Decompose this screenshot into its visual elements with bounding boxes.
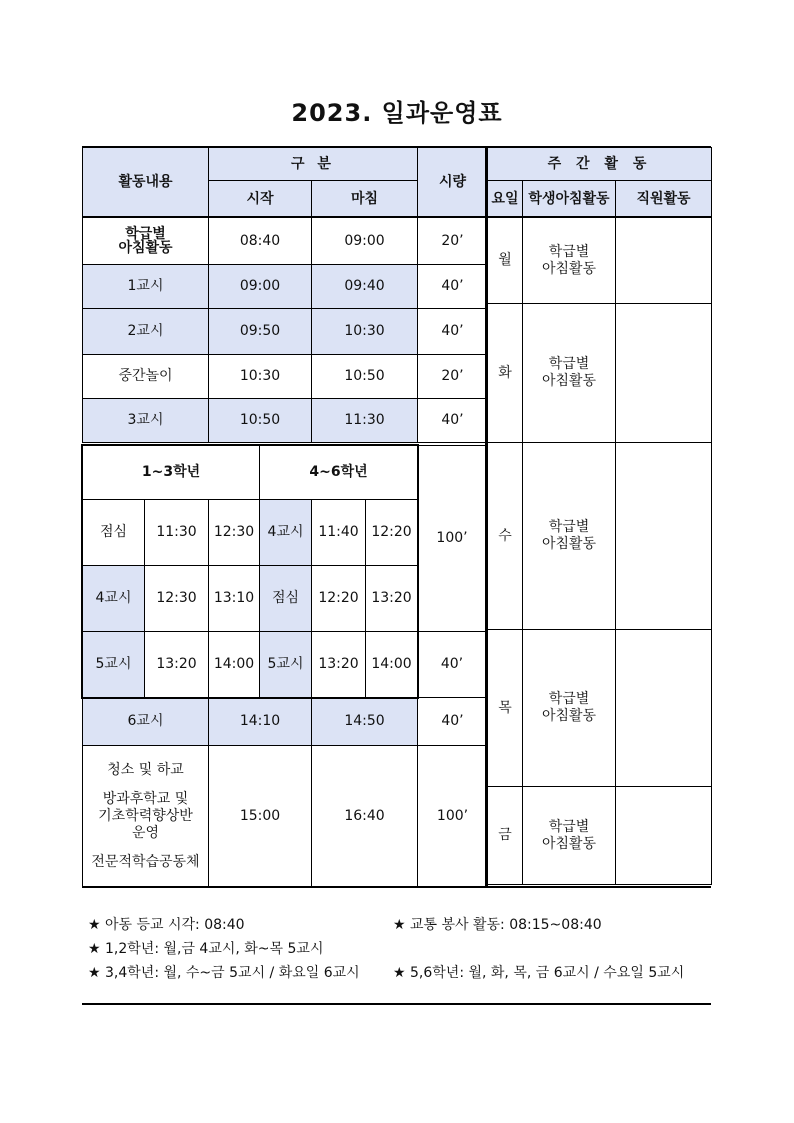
duration: 40’: [418, 698, 488, 746]
upper-activity: 5교시: [260, 632, 312, 698]
end-time: 14:50: [312, 698, 418, 746]
lower-end: 12:30: [209, 500, 260, 566]
table-row: [83, 309, 488, 355]
schedule-table-top: [82, 147, 488, 443]
table-row: [488, 218, 712, 304]
day-cell: 금: [488, 787, 523, 885]
table-row: [488, 304, 712, 443]
grade-split-table: [82, 445, 418, 698]
student-activity: 학급별 아침활동: [523, 443, 616, 630]
student-activity: 학급별 아침활동: [523, 787, 616, 885]
activity-cell: 중간놀이: [83, 355, 209, 399]
upper-start: 11:40: [312, 500, 366, 566]
activity-cell: 6교시: [83, 698, 209, 746]
lower-activity: 4교시: [83, 566, 145, 632]
start-time: 10:50: [209, 399, 312, 443]
lower-start: 13:20: [145, 632, 209, 698]
upper-grades-label: 4~6학년: [260, 446, 418, 500]
table-row: [488, 787, 712, 885]
student-activity: 학급별 아침활동: [523, 304, 616, 443]
page-title: 2023. 일과운영표: [291, 99, 503, 127]
day-cell: 수: [488, 443, 523, 630]
header-staff: 직원활동: [616, 181, 712, 218]
upper-start: 12:20: [312, 566, 366, 632]
day-cell: 목: [488, 630, 523, 787]
table-row: [83, 355, 488, 399]
end-time: 11:30: [312, 399, 418, 443]
upper-activity: 4교시: [260, 500, 312, 566]
upper-activity: 점심: [260, 566, 312, 632]
header-weekly: 주 간 활 동: [488, 148, 712, 181]
table-top-border: [82, 146, 711, 148]
note-traffic: ★ 교통 봉사 활동: 08:15~08:40: [393, 917, 602, 933]
upper-end: 13:20: [366, 566, 418, 632]
end-time: 09:40: [312, 265, 418, 309]
table-row: [488, 630, 712, 787]
end-time: 09:00: [312, 218, 418, 265]
duration: 100’: [418, 446, 487, 632]
lower-activity: 점심: [83, 500, 145, 566]
header-bottom-border: [82, 216, 711, 218]
upper-end: 14:00: [366, 632, 418, 698]
start-time: 08:40: [209, 218, 312, 265]
start-time: 14:10: [209, 698, 312, 746]
header-group: 구 분: [209, 148, 418, 181]
lower-end: 13:10: [209, 566, 260, 632]
day-cell: 화: [488, 304, 523, 443]
student-activity: 학급별 아침활동: [523, 630, 616, 787]
table-row: [83, 500, 418, 566]
duration: 40’: [418, 309, 488, 355]
table-row: [83, 632, 418, 698]
header-activity: 활동내용: [83, 148, 209, 218]
table-row: [83, 746, 488, 888]
upper-start: 13:20: [312, 632, 366, 698]
duration: 40’: [418, 399, 488, 443]
duration: 20’: [418, 218, 488, 265]
note-grades-56: ★ 5,6학년: 월, 화, 목, 금 6교시 / 수요일 5교시: [393, 965, 685, 981]
activity-cell: 청소 및 하교 방과후학교 및 기초학력향상반 운영 전문적학습공동체: [83, 746, 209, 888]
table-row: [83, 698, 488, 746]
lower-activity: 5교시: [83, 632, 145, 698]
staff-activity: [616, 304, 712, 443]
start-time: 09:50: [209, 309, 312, 355]
duration: 100’: [418, 746, 488, 888]
end-time: 16:40: [312, 746, 418, 888]
table-row: [488, 443, 712, 630]
duration: 40’: [418, 265, 488, 309]
student-activity: 학급별 아침활동: [523, 218, 616, 304]
lower-end: 14:00: [209, 632, 260, 698]
activity-cell: 3교시: [83, 399, 209, 443]
header-start: 시작: [209, 181, 312, 218]
header-student: 학생아침활동: [523, 181, 616, 218]
note-arrival: ★ 아동 등교 시각: 08:40: [88, 917, 245, 933]
start-time: 15:00: [209, 746, 312, 888]
activity-cell: 2교시: [83, 309, 209, 355]
table-row: [83, 566, 418, 632]
end-time: 10:30: [312, 309, 418, 355]
weekly-activity-table: [487, 147, 712, 885]
lower-start: 11:30: [145, 500, 209, 566]
start-time: 10:30: [209, 355, 312, 399]
activity-cell: 1교시: [83, 265, 209, 309]
footer-rule: [82, 1003, 711, 1005]
table-row: [83, 399, 488, 443]
end-time: 10:50: [312, 355, 418, 399]
header-day: 요일: [488, 181, 523, 218]
day-cell: 월: [488, 218, 523, 304]
staff-activity: [616, 218, 712, 304]
note-grades-34: ★ 3,4학년: 월, 수~금 5교시 / 화요일 6교시: [88, 965, 360, 981]
duration: 20’: [418, 355, 488, 399]
table-row: [83, 265, 488, 309]
grade-duration-column: [417, 445, 487, 698]
staff-activity: [616, 443, 712, 630]
table-divider: [485, 146, 488, 887]
start-time: 09:00: [209, 265, 312, 309]
table-row: [83, 218, 488, 265]
lower-grades-label: 1~3학년: [83, 446, 260, 500]
upper-end: 12:20: [366, 500, 418, 566]
table-bottom-border: [82, 886, 711, 888]
header-duration: 시량: [418, 148, 488, 218]
note-grades-12: ★ 1,2학년: 월,금 4교시, 화~목 5교시: [88, 941, 324, 957]
activity-cell: 학급별 아침활동: [83, 218, 209, 265]
staff-activity: [616, 787, 712, 885]
staff-activity: [616, 630, 712, 787]
schedule-table-bottom: [82, 697, 488, 888]
lower-start: 12:30: [145, 566, 209, 632]
duration: 40’: [418, 632, 487, 698]
header-end: 마침: [312, 181, 418, 218]
